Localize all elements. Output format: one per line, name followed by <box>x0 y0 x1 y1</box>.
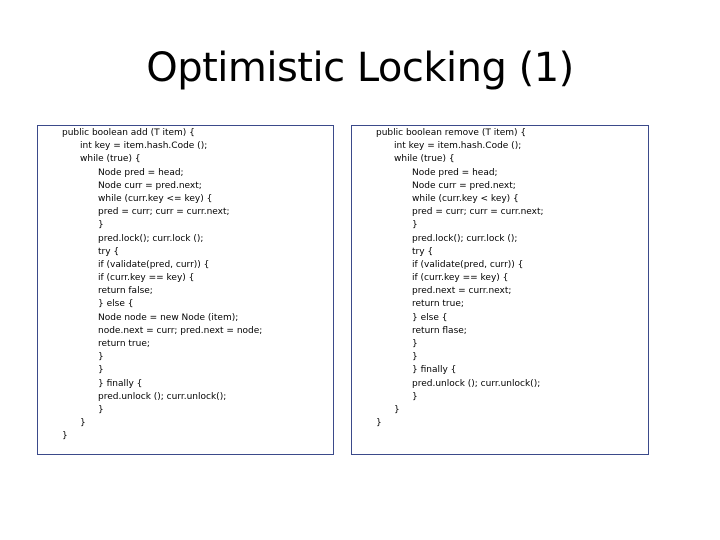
add-method-code-line: int key = item.hash.Code (); <box>80 141 208 152</box>
remove-method-code-line: return true; <box>412 299 464 310</box>
remove-method-code <box>352 127 648 430</box>
remove-method-code-line: Node pred = head; <box>412 167 498 178</box>
remove-method-code-line: return flase; <box>412 325 467 336</box>
remove-method-code-box <box>351 125 649 455</box>
add-method-code-line: } <box>98 352 104 363</box>
add-method-code <box>38 127 333 444</box>
remove-method-code-line: } <box>412 391 418 402</box>
add-method-code-line: Node node = new Node (item); <box>98 312 239 323</box>
add-method-code-line: Node pred = head; <box>98 167 184 178</box>
remove-method-code-line: while (true) { <box>394 154 455 165</box>
slide-title: Optimistic Locking (1) <box>146 45 574 91</box>
remove-method-code-line: pred = curr; curr = curr.next; <box>412 207 544 218</box>
remove-method-code-line: int key = item.hash.Code (); <box>394 141 522 152</box>
remove-method-code-line: public boolean remove (T item) { <box>376 128 527 138</box>
add-method-code-line: if (curr.key == key) { <box>98 273 195 284</box>
remove-method-code-line: while (curr.key < key) { <box>412 193 519 204</box>
add-method-code-line: pred.unlock (); curr.unlock(); <box>98 391 227 402</box>
add-method-code-line: return true; <box>98 339 150 349</box>
add-method-code-line: } else { <box>98 299 134 310</box>
add-method-code-line: pred.lock(); curr.lock (); <box>98 233 204 244</box>
add-method-code-line: while (true) { <box>80 154 141 165</box>
add-method-code-line: } finally { <box>98 378 143 389</box>
add-method-code-line: if (validate(pred, curr)) { <box>98 259 210 270</box>
add-method-code-line: Node curr = pred.next; <box>98 180 202 191</box>
remove-method-code-line: pred.lock(); curr.lock (); <box>412 233 518 244</box>
add-method-code-line: } <box>98 220 104 231</box>
remove-method-code-line: } <box>394 404 400 415</box>
add-method-code-line: return false; <box>98 286 153 297</box>
add-method-code-line: public boolean add (T item) { <box>62 128 195 138</box>
add-method-code-line: try { <box>98 246 120 257</box>
remove-method-code-line: if (curr.key == key) { <box>412 273 509 284</box>
remove-method-code-line: } <box>412 339 418 349</box>
remove-method-code-line: if (validate(pred, curr)) { <box>412 259 524 270</box>
remove-method-code-line: } else { <box>412 312 448 323</box>
add-method-code-line: node.next = curr; pred.next = node; <box>98 325 263 336</box>
remove-method-code-line: } finally { <box>412 365 457 376</box>
remove-method-code-line: } <box>412 220 418 231</box>
add-method-code-line: while (curr.key <= key) { <box>98 193 213 204</box>
add-method-code-line: } <box>62 431 68 442</box>
remove-method-code-line: pred.unlock (); curr.unlock(); <box>412 378 541 389</box>
remove-method-code-line: pred.next = curr.next; <box>412 286 512 297</box>
remove-method-code-line: } <box>412 352 418 363</box>
add-method-code-line: } <box>98 404 104 415</box>
add-method-code-box <box>37 125 334 455</box>
add-method-code-line: } <box>80 418 86 429</box>
remove-method-code-line: Node curr = pred.next; <box>412 180 516 191</box>
add-method-code-line: pred = curr; curr = curr.next; <box>98 207 230 218</box>
remove-method-code-line: } <box>376 418 382 429</box>
add-method-code-line: } <box>98 365 104 376</box>
remove-method-code-line: try { <box>412 246 434 257</box>
